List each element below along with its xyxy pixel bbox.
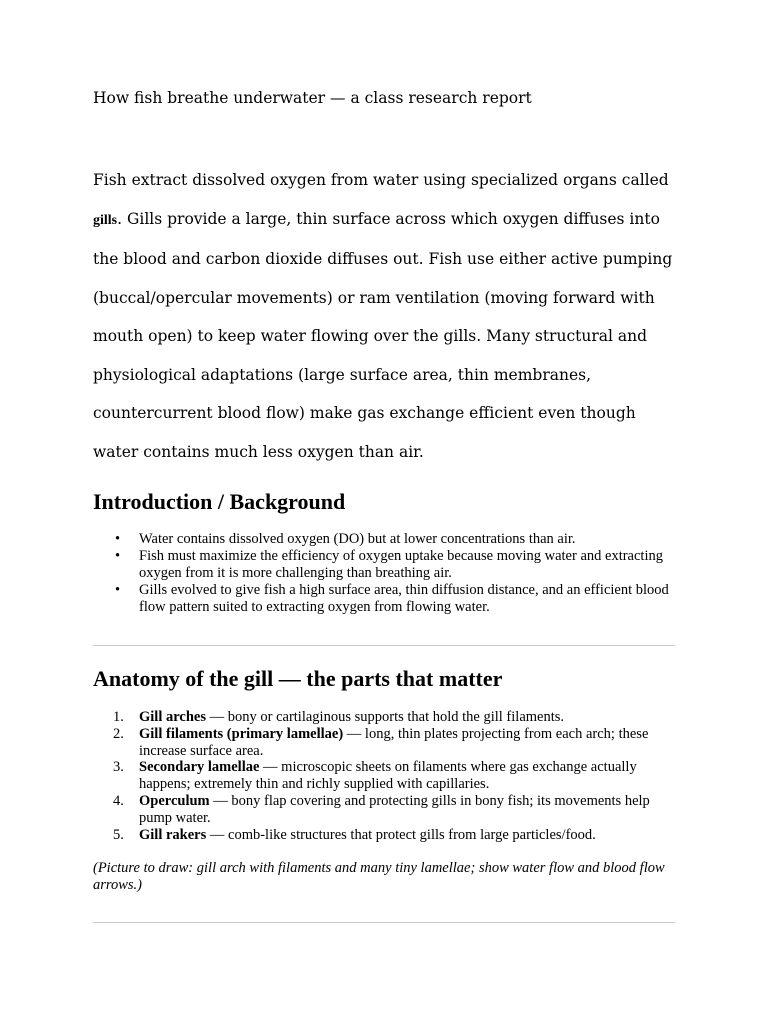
list-item <box>93 827 683 844</box>
item-number: 3. <box>113 759 124 776</box>
section-heading-introduction: Introduction / Background <box>93 489 346 514</box>
section-divider <box>93 645 675 646</box>
item-number: 5. <box>113 826 124 843</box>
item-description: — long, thin plates projecting from each arch; these increase surface area. <box>139 725 649 759</box>
item-description: — bony flap covering and protecting gills in bony fish; its movements help pump water. <box>139 792 650 826</box>
intro-text-before: Fish extract dissolved oxygen from water using specialized organs called <box>93 171 669 189</box>
list-item <box>93 793 683 827</box>
bullet-marker: • <box>115 531 121 547</box>
section-heading-anatomy: Anatomy of the gill — the parts that matter <box>93 666 503 691</box>
item-number: 4. <box>113 792 124 809</box>
item-term: Operculum <box>139 792 210 809</box>
list-item <box>93 759 683 793</box>
bullet-marker: • <box>115 582 121 598</box>
list-item <box>93 582 683 616</box>
item-term: Secondary lamellae <box>139 759 260 776</box>
bullet-text: Gills evolved to give fish a high surface area, thin diffusion distance, and an efficient blood flow pattern suited to extracting oxygen from flowing water. <box>139 582 669 615</box>
picture-instruction-note: (Picture to draw: gill arch with filaments and many tiny lamellae; show water flow and blood flow arrows.) <box>93 860 665 893</box>
item-number: 1. <box>113 709 124 725</box>
list-item <box>93 548 683 582</box>
intro-bold-term: gills <box>93 212 118 228</box>
bullet-marker: • <box>115 548 121 564</box>
item-description: — comb-like structures that protect gills from large particles/food. <box>206 826 596 843</box>
item-term: Gill rakers <box>139 826 207 843</box>
introduction-bullet-list <box>93 531 683 616</box>
list-item <box>93 726 683 760</box>
list-item <box>93 531 683 548</box>
item-description: — bony or cartilaginous supports that hold the gill filaments. <box>206 709 565 725</box>
bullet-text: Water contains dissolved oxygen (DO) but at lower concentrations than air. <box>139 531 576 547</box>
bullet-text: Fish must maximize the efficiency of oxygen uptake because moving water and extracting oxygen from it is more challenging than breathing air. <box>139 548 663 581</box>
intro-paragraph <box>93 161 683 471</box>
section-divider <box>93 922 675 923</box>
item-number: 2. <box>113 725 124 742</box>
item-term: Gill arches <box>139 709 206 725</box>
item-description: — microscopic sheets on filaments where gas exchange actually happens; extremely thin and richly supplied with capillaries. <box>139 759 637 793</box>
item-term: Gill filaments (primary lamellae) <box>139 725 344 742</box>
list-item <box>93 709 683 726</box>
document-title: How fish breathe underwater — a class research report <box>93 89 532 107</box>
anatomy-numbered-list <box>93 709 683 843</box>
intro-text-after: . Gills provide a large, thin surface across which oxygen diffuses into the blood and carbon dioxide diffuses out. Fish use either active pumping (buccal/opercular movements) or ram ventilation (moving forward with mouth open) to keep water flowing over the gills. Many structural and physiological adaptations (large surface area, thin membranes, countercurrent blood flow) make gas exchange efficient even though water contains much less oxygen than air. <box>93 209 673 461</box>
